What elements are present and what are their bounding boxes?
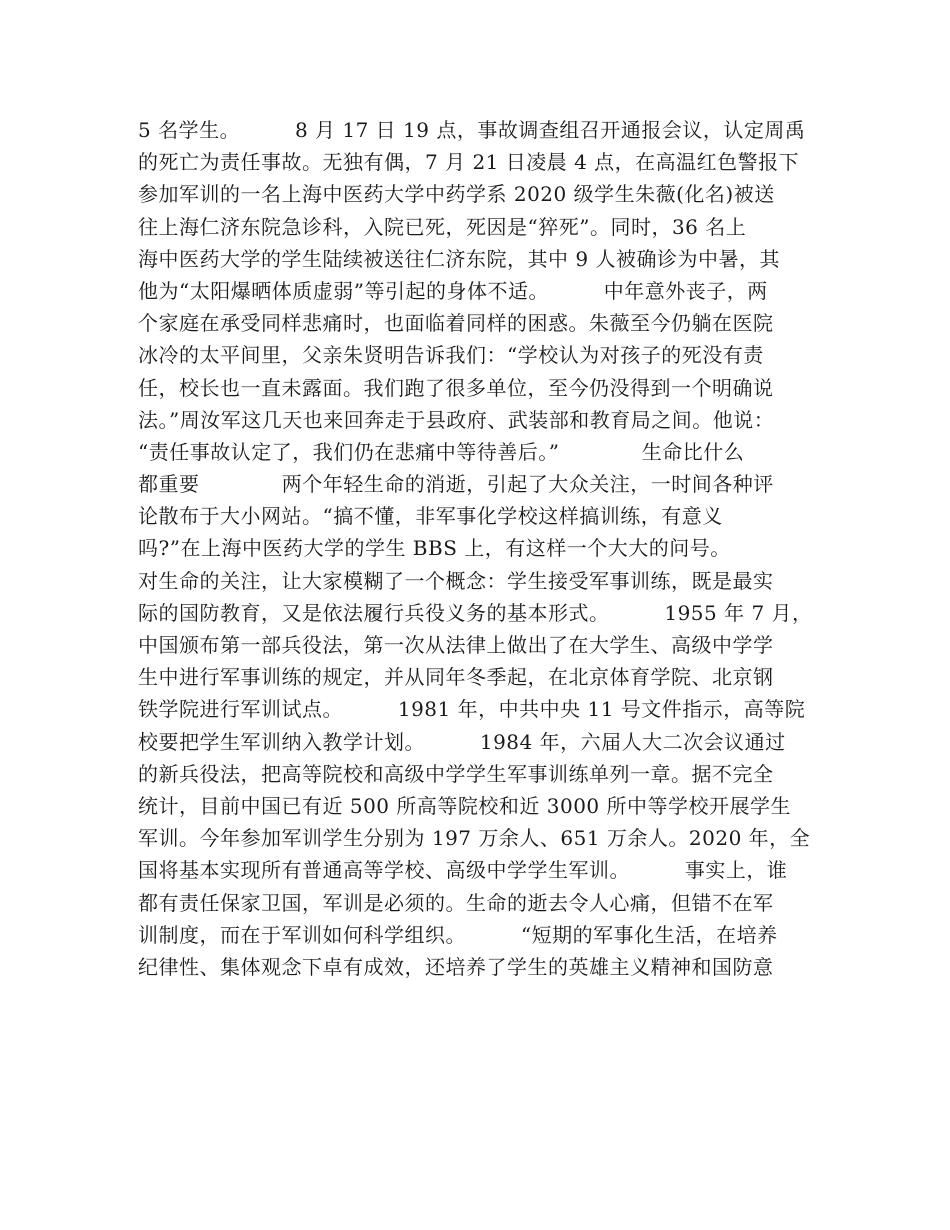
text-line-26: 训制度，而在于军训如何科学组织。 “短期的军事化生活，在培养	[138, 922, 778, 947]
text-line-11: “责任事故认定了，我们仍在悲痛中等待善后。” 生命比什么	[138, 439, 745, 464]
text-line-15: 对生命的关注，让大家模糊了一个概念：学生接受军事训练，既是最实	[138, 568, 774, 593]
text-line-18: 生中进行军事训练的规定，并从同年冬季起，在北京体育学院、北京钢	[138, 665, 774, 690]
text-line-13: 论散布于大小网站。“搞不懂，非军事化学校这样搞训练，有意义	[138, 504, 723, 529]
text-line-3: 参加军训的一名上海中医药大学中药学系 2020 级学生朱薇(化名)被送	[138, 182, 775, 207]
text-line-8: 冰冷的太平间里，父亲朱贤明告诉我们：“学校认为对孩子的死没有责	[138, 343, 764, 368]
text-line-1: 5 名学生。 8 月 17 日 19 点，事故调查组召开通报会议，认定周禹	[138, 118, 806, 142]
text-line-23: 军训。今年参加军训学生分别为 197 万余人、651 万余人。2020 年，全	[138, 826, 811, 851]
text-line-7: 个家庭在承受同样悲痛时，也面临着同样的困惑。朱薇至今仍躺在医院	[138, 311, 774, 336]
text-line-2: 的死亡为责任事故。无独有偶，7 月 21 日凌晨 4 点，在高温红色警报下	[138, 150, 800, 175]
text-line-12: 都重要 两个年轻生命的消逝，引起了大众关注，一时间各种评	[138, 472, 774, 497]
text-line-22: 统计，目前中国已有近 500 所高等院校和近 3000 所中等学校开展学生	[138, 793, 792, 818]
text-line-21: 的新兵役法，把高等院校和高级中学学生军事训练单列一章。据不完全	[138, 761, 774, 786]
text-line-5: 海中医药大学的学生陆续被送往仁济东院，其中 9 人被确诊为中暑，其	[138, 246, 780, 271]
text-line-16: 际的国防教育，又是依法履行兵役义务的基本形式。 1955 年 7 月，	[138, 600, 813, 625]
text-line-10: 法。”周汝军这几天也来回奔走于县政府、武装部和教育局之间。他说：	[138, 407, 775, 432]
text-line-17: 中国颁布第一部兵役法，第一次从法律上做出了在大学生、高级中学学	[138, 633, 774, 657]
text-line-4: 往上海仁济东院急诊科，入院已死，死因是“猝死”。同时，36 名上	[138, 214, 747, 239]
text-line-14: 吗?”在上海中医药大学的学生 BBS 上，有这样一个大大的问号。	[138, 536, 731, 561]
text-line-20: 校要把学生军训纳入教学计划。 1984 年，六届人大二次会议通过	[138, 729, 786, 754]
text-line-27: 纪律性、集体观念下卓有成效，还培养了学生的英雄主义精神和国防意	[138, 954, 774, 979]
text-line-24: 国将基本实现所有普通高等学校、高级中学学生军训。 事实上，谁	[138, 858, 788, 883]
text-line-25: 都有责任保家卫国，军训是必须的。生命的逝去令人心痛，但错不在军	[138, 890, 774, 915]
text-line-6: 他为“太阳爆晒体质虚弱”等引起的身体不适。 中年意外丧子，两	[138, 278, 768, 303]
article-body	[138, 114, 818, 983]
text-line-9: 任，校长也一直未露面。我们跑了很多单位，至今仍没得到一个明确说	[138, 375, 774, 400]
text-line-19: 铁学院进行军训试点。 1981 年，中共中央 11 号文件指示，高等院	[138, 697, 806, 722]
